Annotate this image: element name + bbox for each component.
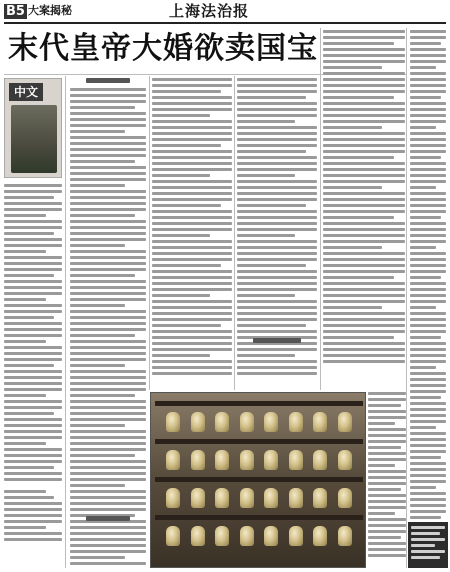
article-column-4 <box>323 30 405 366</box>
sidebar-label: 中文 <box>9 83 43 101</box>
page-number: B5 <box>6 4 25 19</box>
article-column-5 <box>368 392 406 560</box>
article-column-2 <box>152 78 232 378</box>
article-column-3 <box>237 78 317 378</box>
sidebar-photo <box>11 105 57 173</box>
paper-name: 上海法治报 <box>169 2 250 20</box>
sidebar-text-column <box>4 184 62 544</box>
chime-bells-photo <box>150 392 366 568</box>
article-column-1 <box>70 88 146 544</box>
section-name: 大案揭秘 <box>28 4 72 17</box>
page-headline: 末代皇帝大婚欲卖国宝 <box>8 31 318 66</box>
masthead <box>4 2 446 24</box>
subhead-col2-bottom <box>68 514 148 523</box>
subhead-col2-top <box>68 76 148 85</box>
sidebar-feature-box <box>4 78 62 178</box>
right-ad-column <box>410 30 446 548</box>
article-column-1-bottom <box>70 526 146 568</box>
subhead-col3 <box>234 336 320 345</box>
contact-box <box>408 522 448 568</box>
